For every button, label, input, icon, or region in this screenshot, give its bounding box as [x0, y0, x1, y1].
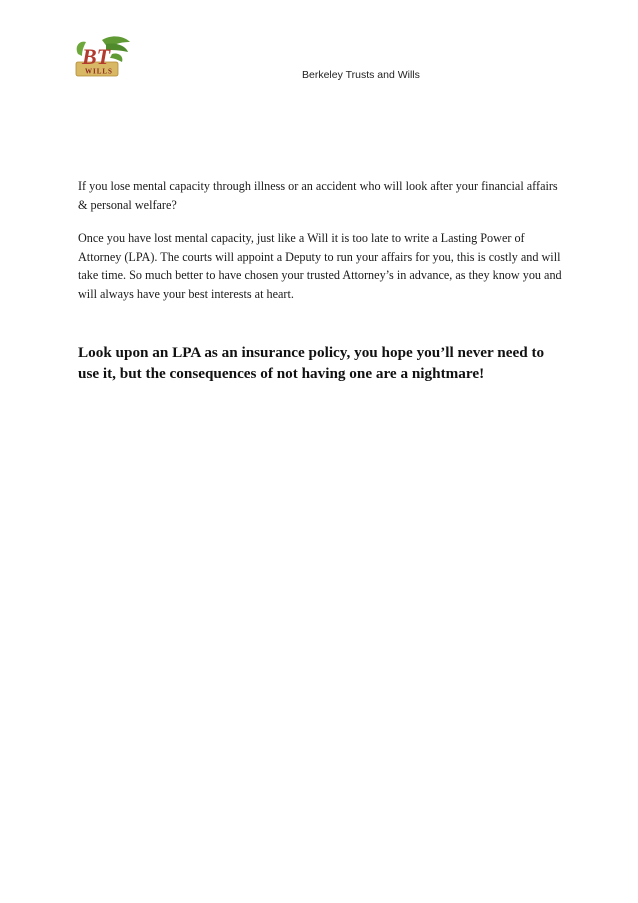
paragraph-lpa-explanation: Once you have lost mental capacity, just like a Will it is too late to write a Lasting Power of Attorney (LPA). The courts will appoint a Deputy to run your affairs for you, this is costly and will take time. So much better to have chosen your trusted Attorney’s in advance, as they know you and will always have your best interests at heart. [78, 231, 562, 301]
paragraph-mental-capacity-question: If you lose mental capacity through illness or an accident who will look after your financial affairs & personal welfare? [78, 179, 558, 212]
header-title: Berkeley Trusts and Wills [302, 69, 420, 81]
bt-wills-logo-icon [72, 34, 134, 80]
svg-text:BT: BT [82, 44, 111, 69]
emphasis-statement: Look upon an LPA as an insurance policy, you hope you’ll never need to use it, but the consequences of not having one are a nightmare! [78, 344, 545, 382]
svg-text:WILLS: WILLS [85, 67, 113, 76]
